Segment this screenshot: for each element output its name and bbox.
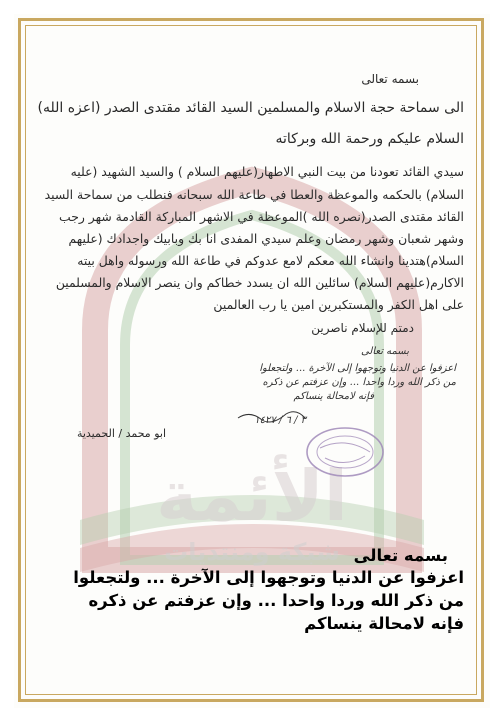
letter-body-line: القائد مقتدى الصدر(نصره الله )الموعظة في الاشهر المباركة القادمة شهر رجب (59, 209, 464, 224)
handwritten-line: من ذكر الله وردا واحدا ... وإن عزفتم عن ذكره (262, 377, 456, 388)
handwritten-line: فإنه لامحالة ينساكم (293, 391, 374, 402)
watermark-logo-text: الأئمة (156, 455, 348, 537)
letter-body-line: وشهر شعبان وشهر رمضان وعلم سيدي المفدى انا بك وبابيك واجدادك (عليهم (68, 231, 464, 246)
letter-body-line: السلام) بالحكمه والموعظة والعطا في طاعة الله سبحانه فنطلب من سماحة السيد (44, 187, 464, 202)
handwritten-line: اعزفوا عن الدنيا وتوجهوا إلى الآخرة ... ولتجعلوا (259, 363, 456, 374)
watermark-network-text: شبكة ومنتديات (164, 538, 340, 566)
printed-reply-heading: بسمه تعالى (353, 546, 448, 565)
printed-reply-line: فإنه لامحالة ينساكم (304, 614, 464, 633)
handwritten-heading: بسمه تعالى (360, 346, 409, 357)
handwritten-date: ٣ / ٦ / ١٤٢٧ (254, 415, 306, 426)
letter-body-line: الاكارم(عليهم السلام) سائلين الله ان يسدد خطاكم وان ينصر الاسلام والمسلمين (55, 275, 464, 290)
printed-reply-line: اعزفوا عن الدنيا وتوجهوا إلى الآخرة ... ولتجعلوا (73, 568, 464, 587)
letter-greeting: السلام عليكم ورحمة الله وبركاته (275, 131, 464, 147)
letter-closing: دمتم للإسلام ناصرين (311, 321, 414, 335)
letter-addressee: الى سماحة حجة الاسلام والمسلمين السيد القائد مقتدى الصدر (اعزه الله) (37, 100, 464, 116)
letter-signature: ابو محمد / الحميدية (76, 427, 166, 440)
letter-basmala: بسمه تعالى (361, 72, 419, 86)
letter-body-line: السلام)هتدينا وانشاء الله معكم لامع عدوكم في طاعة الله ورسوله واهل بيته (77, 253, 464, 268)
printed-reply-line: من ذكر الله وردا واحدا ... وإن عزفتم عن ذكره (88, 591, 464, 610)
letter-body-line: سيدي القائد تعودنا من بيت النبي الاطهار(عليهم السلام ) والسيد الشهيد (عليه (70, 164, 464, 179)
letter-body-line: على اهل الكفر والمستكبرين امين يا رب العالمين (213, 297, 464, 312)
